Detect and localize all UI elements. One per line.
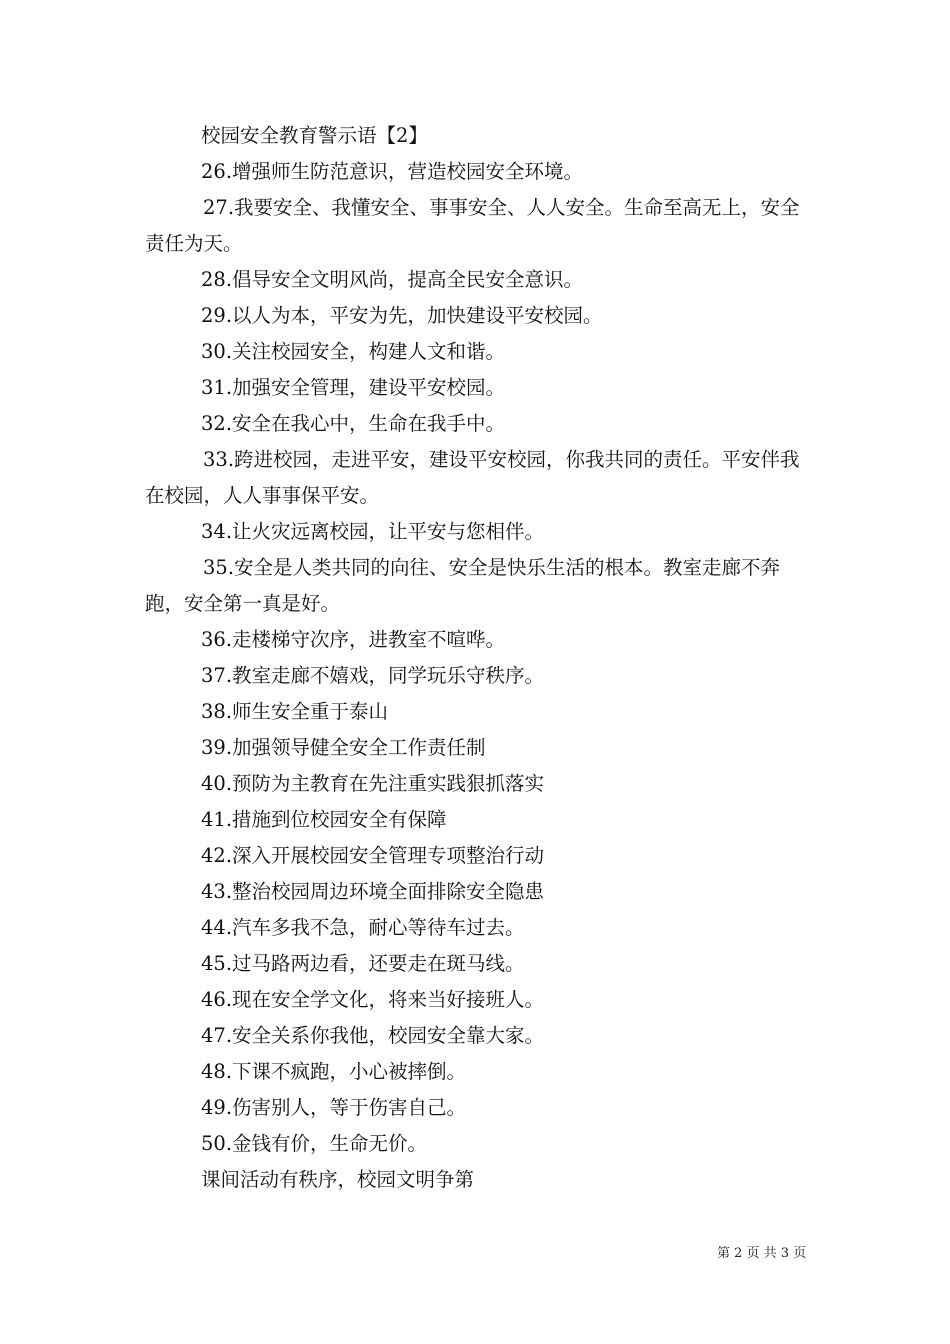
slogan-item-27: 27.我要安全、我懂安全、事事安全、人人安全。生命至高无上，安全责任为天。 (145, 196, 800, 255)
closing-line: 课间活动有秩序，校园文明争第 (201, 1168, 475, 1191)
slogan-item-40: 40.预防为主教育在先注重实践狠抓落实 (201, 772, 545, 795)
slogan-item-28: 28.倡导安全文明风尚，提高全民安全意识。 (201, 268, 584, 291)
slogan-item-29: 29.以人为本，平安为先，加快建设平安校园。 (201, 304, 603, 327)
section-heading: 校园安全教育警示语【2】 (201, 124, 428, 147)
slogan-item-50: 50.金钱有价，生命无价。 (201, 1132, 428, 1155)
slogan-item-48: 48.下课不疯跑，小心被摔倒。 (201, 1060, 467, 1083)
slogan-item-37: 37.教室走廊不嬉戏，同学玩乐守秩序。 (201, 664, 545, 687)
slogan-item-44: 44.汽车多我不急，耐心等待车过去。 (201, 916, 525, 939)
slogan-item-46: 46.现在安全学文化，将来当好接班人。 (201, 988, 545, 1011)
slogan-item-32: 32.安全在我心中，生命在我手中。 (201, 412, 506, 435)
slogan-item-43: 43.整治校园周边环境全面排除安全隐患 (201, 880, 545, 903)
slogan-item-42: 42.深入开展校园安全管理专项整治行动 (201, 844, 545, 867)
slogan-item-30: 30.关注校园安全，构建人文和谐。 (201, 340, 506, 363)
slogan-item-36: 36.走楼梯守次序，进教室不喧哗。 (201, 628, 506, 651)
slogan-item-45: 45.过马路两边看，还要走在斑马线。 (201, 952, 525, 975)
slogan-item-26: 26.增强师生防范意识，营造校园安全环境。 (201, 160, 584, 183)
slogan-item-38: 38.师生安全重于泰山 (201, 700, 389, 723)
slogan-item-41: 41.措施到位校园安全有保障 (201, 808, 447, 831)
slogan-item-39: 39.加强领导健全安全工作责任制 (201, 736, 486, 759)
slogan-item-33: 33.跨进校园，走进平安，建设平安校园，你我共同的责任。平安伴我在校园，人人事事保平安。 (145, 448, 800, 507)
slogan-item-35: 35.安全是人类共同的向往、安全是快乐生活的根本。教室走廊不奔跑，安全第一真是好。 (145, 556, 781, 615)
slogan-item-34: 34.让火灾远离校园，让平安与您相伴。 (201, 520, 545, 543)
page-number-footer: 第 2 页 共 3 页 (717, 1246, 807, 1261)
slogan-item-47: 47.安全关系你我他，校园安全靠大家。 (201, 1024, 545, 1047)
document-body (145, 118, 815, 1198)
slogan-item-31: 31.加强安全管理，建设平安校园。 (201, 376, 506, 399)
slogan-item-49: 49.伤害别人，等于伤害自己。 (201, 1096, 467, 1119)
